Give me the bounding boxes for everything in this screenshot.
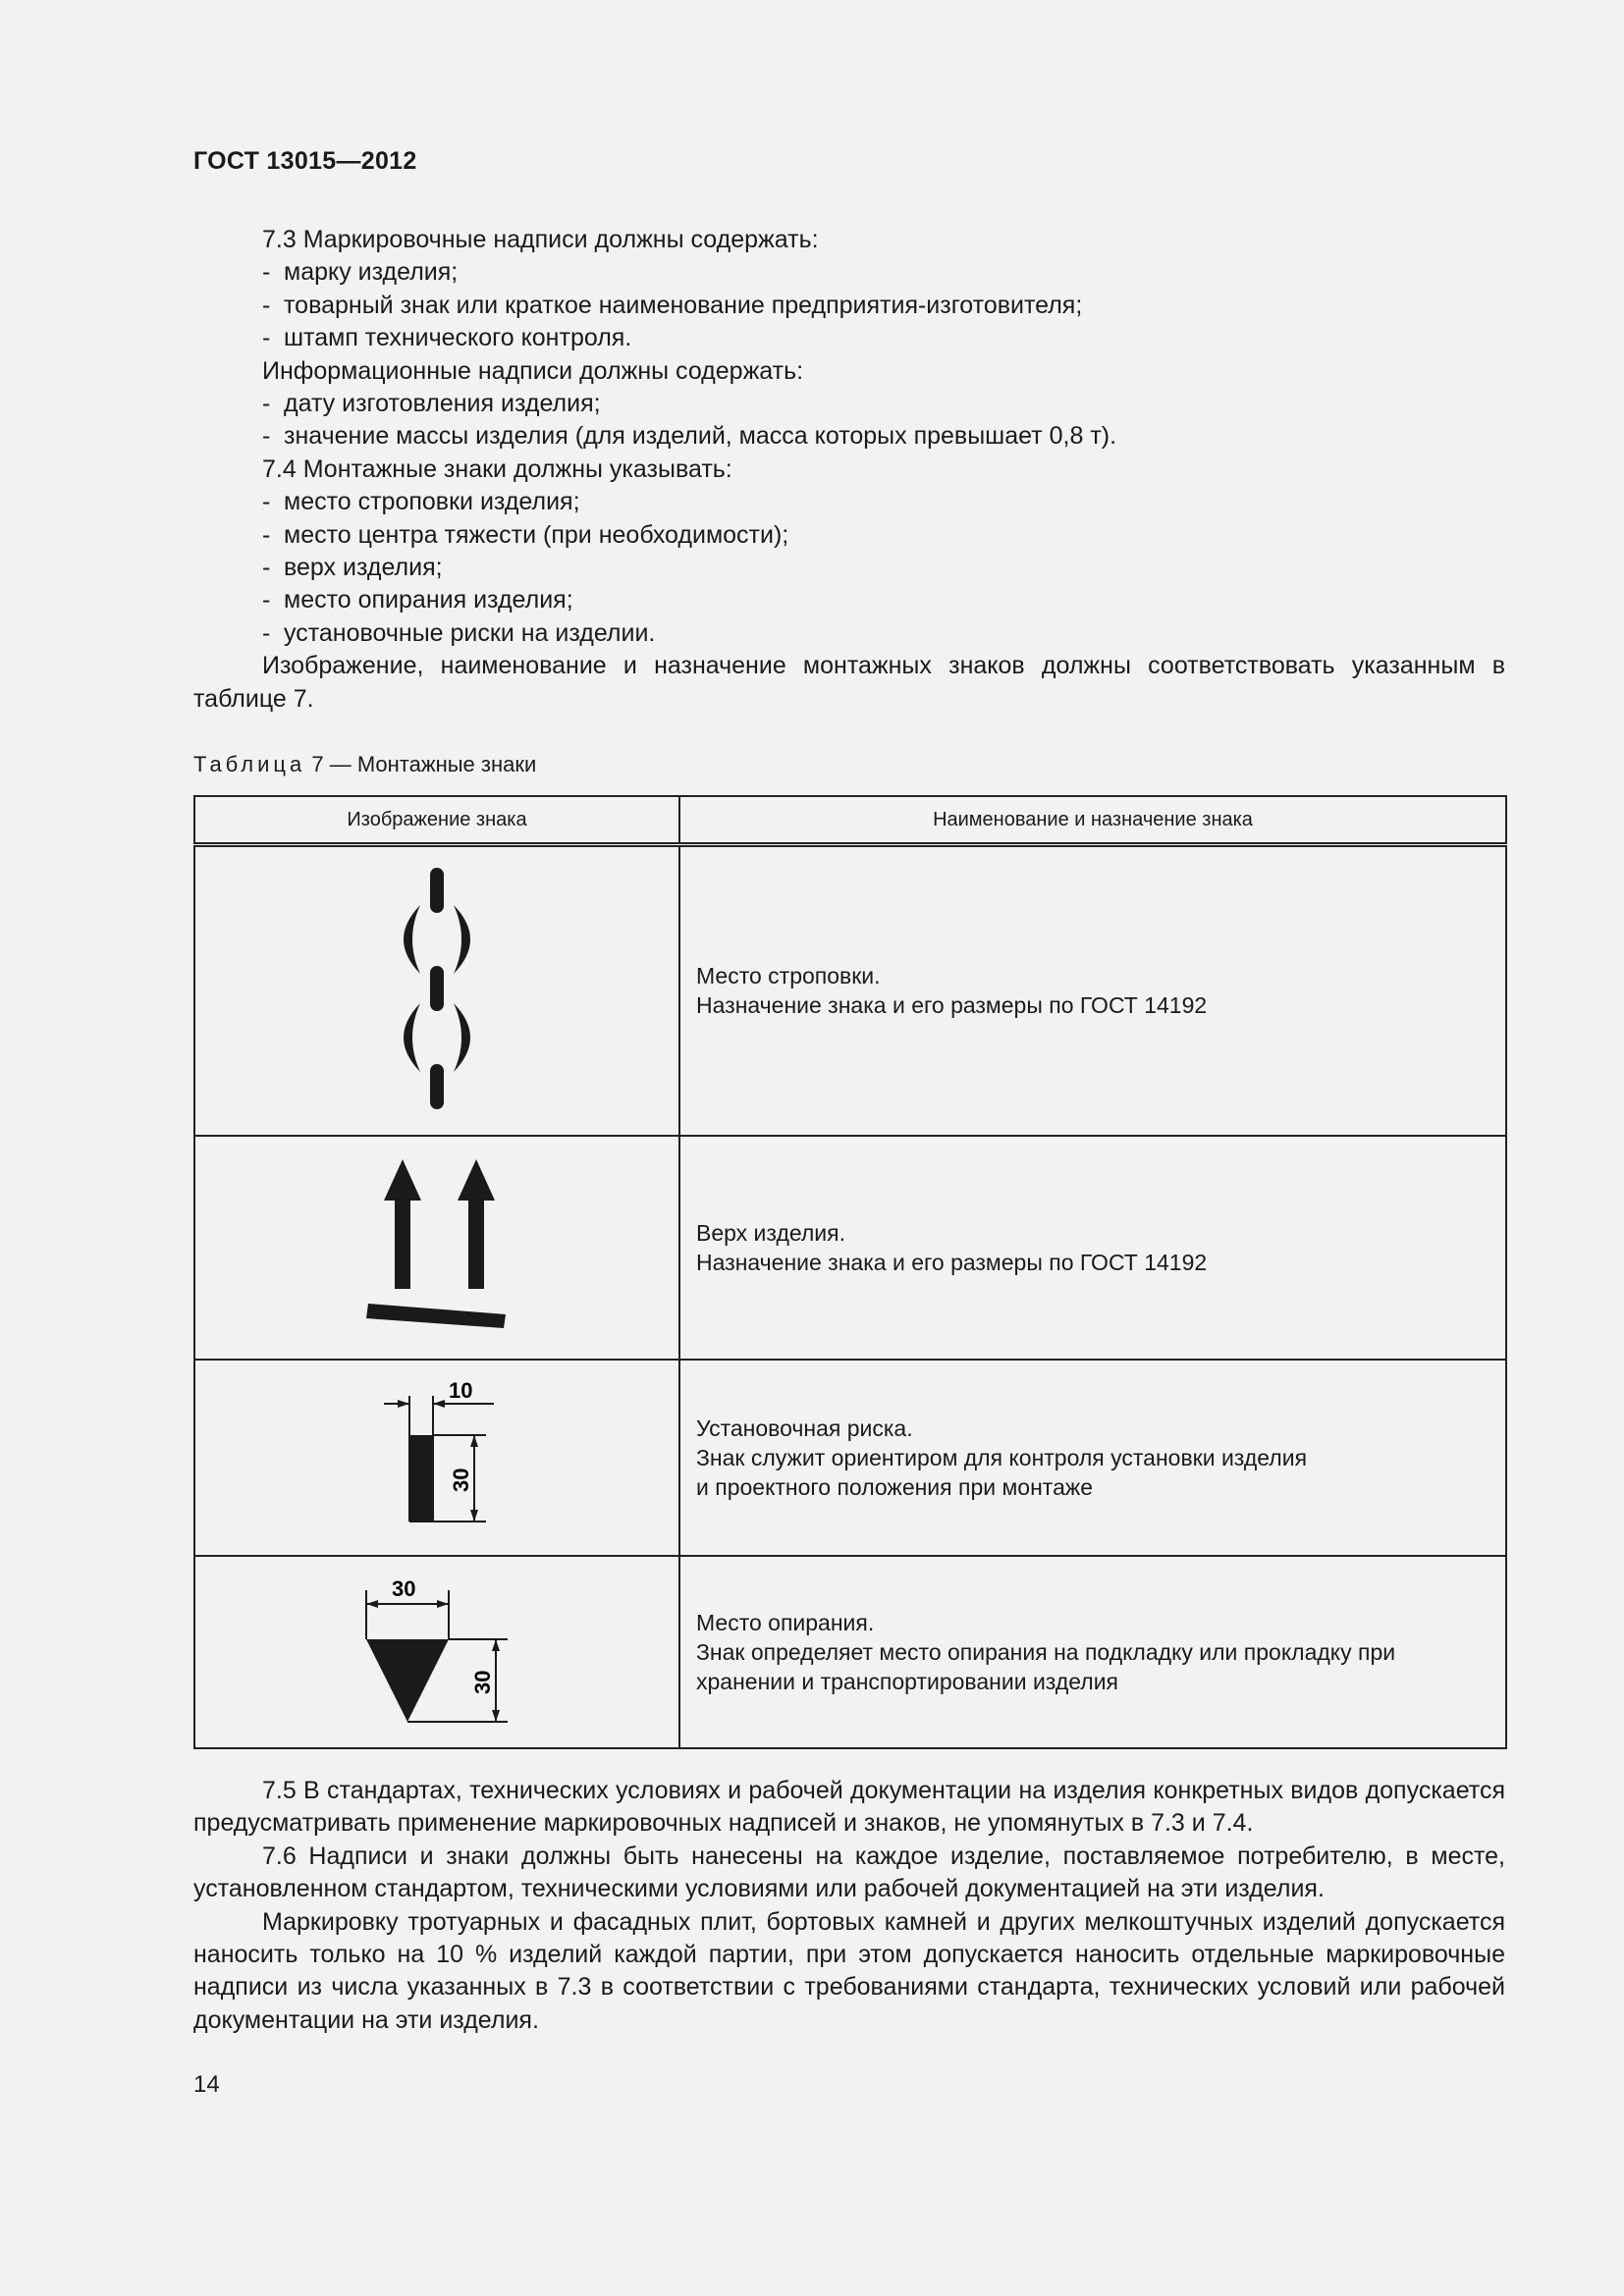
- top-arrows-icon: [358, 1151, 515, 1338]
- column-header-description: Наименование и назначение знака: [679, 796, 1506, 845]
- image-note: Изображение, наименование и назначение монтажных знаков должны соответствовать указанным в таблице 7.: [193, 652, 1505, 713]
- list-item: - установочные риски на изделии.: [262, 618, 656, 647]
- sign-purpose-cont: и проектного положения при монтаже: [696, 1473, 1094, 1500]
- paving-marking-paragraph: Маркировку тротуарных и фасадных плит, бортовых камней и других мелкоштучных изделий допускается наносить только на 10 % изделий каждой партии, при этом допускается наносить отдельные маркировочные надписи из числа указанных в 7.3 в соответствии с требованиями стандарта, технических условий или рабочей документации на эти изделия.: [193, 1907, 1505, 2034]
- sling-chain-icon: [373, 866, 501, 1111]
- dim-width-label: 10: [449, 1378, 473, 1403]
- document-header: ГОСТ 13015—2012: [193, 147, 417, 175]
- list-item: - дату изготовления изделия;: [262, 390, 601, 418]
- clause-7-5: 7.5 В стандартах, технических условиях и рабочей документации на изделия конкретных видов допускается предусматривать применение маркировочных надписей и знаков, не упомянутых в 7.3 и 7.4.: [193, 1777, 1505, 1838]
- sign-name: Место строповки.: [696, 963, 881, 989]
- clause-7-4: 7.4 Монтажные знаки должны указывать:: [262, 454, 732, 483]
- installation-mark-icon: [349, 1376, 525, 1533]
- support-point-icon: [339, 1571, 535, 1728]
- body-section: [193, 224, 1505, 716]
- list-item: - значение массы изделия (для изделий, масса которых превышает 0,8 т).: [262, 422, 1117, 451]
- table-row: [194, 845, 1506, 1136]
- table-row: [194, 1360, 1506, 1556]
- after-table-section: [193, 1775, 1505, 2037]
- sign-name: Установочная риска.: [696, 1415, 913, 1441]
- list-item: - марку изделия;: [262, 258, 459, 287]
- sign-purpose: Знак служит ориентиром для контроля установки изделия: [696, 1444, 1308, 1470]
- table-caption: Таблица 7 — Монтажные знаки: [193, 752, 537, 776]
- mounting-signs-table: [193, 795, 1507, 1749]
- table-row: [194, 1556, 1506, 1748]
- dim-height-label: 30: [449, 1468, 473, 1492]
- list-item: - место строповки изделия;: [262, 488, 580, 516]
- list-item: - товарный знак или краткое наименование предприятия-изготовителя;: [262, 291, 1083, 319]
- list-item: - место опирания изделия;: [262, 586, 573, 614]
- clause-7-6: 7.6 Надписи и знаки должны быть нанесены на каждое изделие, поставляемое потребителю, в месте, установленном стандартом, техническими условиями или рабочей документацией на эти изделия.: [193, 1842, 1505, 1903]
- list-item: - верх изделия;: [262, 554, 443, 582]
- list-item: - место центра тяжести (при необходимости);: [262, 520, 789, 549]
- table-row: [194, 1136, 1506, 1360]
- page-number: 14: [193, 2071, 220, 2098]
- dim-width-label: 30: [392, 1576, 416, 1601]
- clause-7-3: 7.3 Маркировочные надписи должны содержать:: [262, 226, 819, 253]
- sign-purpose: Назначение знака и его размеры по ГОСТ 14192: [696, 1249, 1208, 1275]
- column-header-image: Изображение знака: [194, 796, 679, 845]
- sign-name: Верх изделия.: [696, 1219, 846, 1246]
- dim-height-label: 30: [470, 1670, 495, 1694]
- sign-purpose: Назначение знака и его размеры по ГОСТ 14192: [696, 992, 1208, 1019]
- sign-purpose-cont: хранении и транспортировании изделия: [696, 1668, 1119, 1694]
- sign-name: Место опирания.: [696, 1609, 875, 1635]
- list-item: - штамп технического контроля.: [262, 324, 632, 352]
- sign-purpose: Знак определяет место опирания на подкладку или прокладку при: [696, 1638, 1396, 1665]
- info-heading: Информационные надписи должны содержать:: [262, 356, 804, 385]
